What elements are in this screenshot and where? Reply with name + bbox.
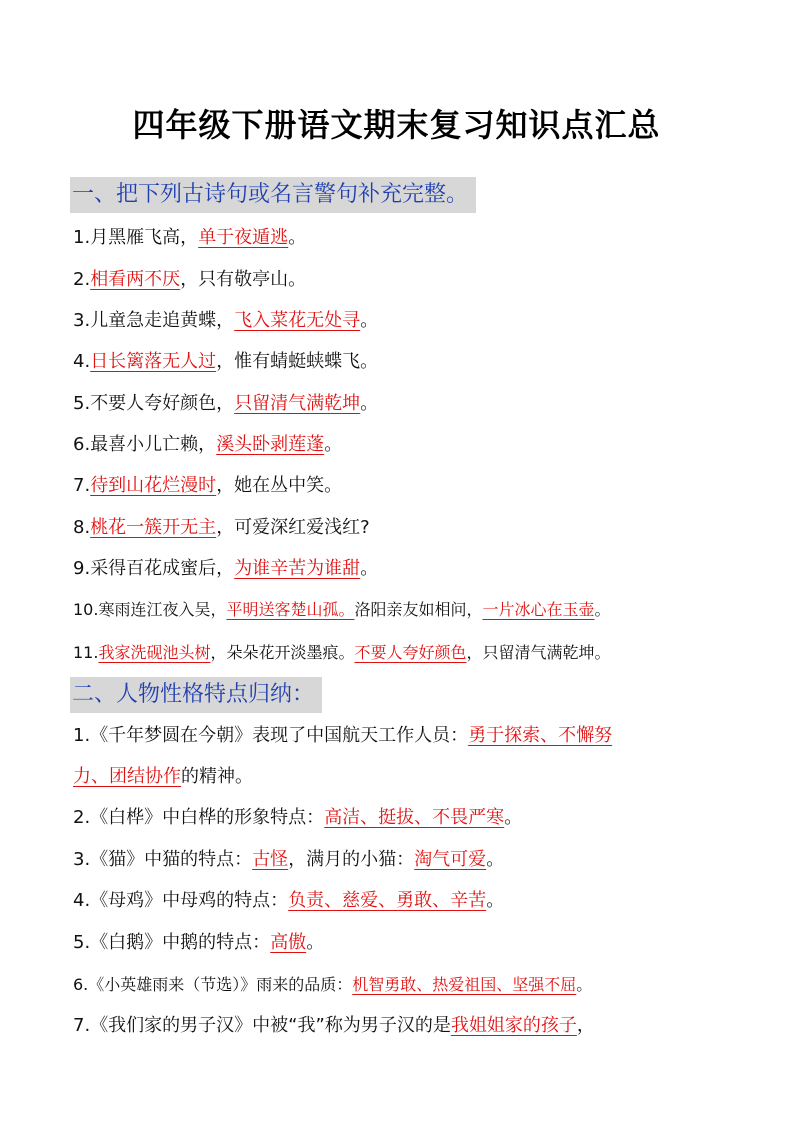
item-line — [73, 432, 342, 458]
section-heading-characters: 二、人物性格特点归纳： — [70, 677, 322, 713]
prompt-text: 。 — [504, 807, 523, 828]
item-number: 9. — [73, 558, 91, 579]
item-number: 4. — [73, 351, 91, 372]
answer-text: 为谁辛苦为谁甜 — [234, 558, 361, 579]
answer-text: 高傲 — [270, 932, 307, 953]
item-line — [73, 225, 306, 251]
answer-text: 我家洗砚池头树 — [98, 643, 211, 662]
item-line — [73, 847, 504, 873]
prompt-text: 最喜小儿亡赖， — [90, 434, 217, 455]
answer-text: 平明送客楚山孤。 — [226, 600, 355, 619]
item-line — [73, 308, 378, 334]
item-number: 7. — [73, 475, 91, 496]
prompt-text: 《猫》中猫的特点： — [90, 849, 253, 870]
answer-text: 古怪 — [252, 849, 289, 870]
answer-text: 淘气可爱 — [414, 849, 487, 870]
prompt-text: 《我们家的男子汉》中被“我”称为男子汉的是 — [90, 1015, 451, 1036]
prompt-text: 寒雨连江夜入吴， — [98, 600, 227, 619]
item-line — [73, 805, 522, 831]
item-number: 8. — [73, 517, 91, 538]
item-number: 6. — [73, 975, 89, 994]
prompt-text: 。 — [486, 849, 505, 870]
prompt-text: 。 — [594, 600, 611, 619]
answer-text: 相看两不厌 — [90, 269, 181, 290]
item-line — [73, 723, 612, 749]
prompt-text: 。 — [486, 890, 505, 911]
prompt-text: ，她在丛中笑。 — [216, 475, 343, 496]
prompt-text: ， — [576, 1015, 595, 1036]
item-line — [73, 888, 504, 914]
item-number: 5. — [73, 932, 91, 953]
prompt-text: 的精神。 — [181, 766, 253, 787]
answer-text: 高洁、挺拔、不畏严寒 — [324, 807, 505, 828]
prompt-text: 。 — [360, 558, 379, 579]
prompt-text: ，可爱深红爱浅红? — [216, 517, 370, 538]
prompt-text: 。 — [360, 310, 379, 331]
item-line — [73, 930, 324, 956]
answer-text: 不要人夸好颜色 — [354, 643, 467, 662]
prompt-text: ，朵朵花开淡墨痕。 — [210, 643, 355, 662]
answer-text: 一片冰心在玉壶 — [482, 600, 595, 619]
prompt-text: 不要人夸好颜色， — [90, 393, 235, 414]
prompt-text: 《小英雄雨来（节选）》雨来的品质： — [88, 975, 353, 994]
item-number: 1. — [73, 725, 91, 746]
item-number: 11. — [73, 643, 99, 662]
answer-text: 飞入菜花无处寻 — [234, 310, 361, 331]
page-title: 四年级下册语文期末复习知识点汇总 — [132, 106, 661, 144]
prompt-text: 儿童急走追黄蝶， — [90, 310, 235, 331]
prompt-text: 采得百花成蜜后， — [90, 558, 235, 579]
prompt-text: 《千年梦圆在今朝》表现了中国航天工作人员： — [90, 725, 469, 746]
answer-text: 负责、慈爱、勇敢、辛苦 — [288, 890, 487, 911]
answer-text: 单于夜遁逃 — [198, 227, 289, 248]
answer-text: 只留清气满乾坤 — [234, 393, 361, 414]
item-line — [73, 473, 342, 499]
item-line — [73, 349, 378, 375]
prompt-text: 月黑雁飞高， — [90, 227, 199, 248]
prompt-text: 《白鹅》中鹅的特点： — [90, 932, 271, 953]
answer-text: 日长篱落无人过 — [90, 351, 217, 372]
prompt-text: ，只留清气满乾坤。 — [466, 643, 611, 662]
answer-text: 待到山花烂漫时 — [90, 475, 217, 496]
answer-text: 桃花一簇开无主 — [90, 517, 217, 538]
item-number: 2. — [73, 269, 91, 290]
item-line — [73, 972, 592, 998]
item-number: 3. — [73, 849, 91, 870]
answer-text: 力、团结协作 — [73, 766, 181, 787]
answer-text: 我姐姐家的孩子 — [450, 1015, 577, 1036]
item-line — [73, 515, 370, 541]
item-line — [73, 1013, 595, 1039]
item-line — [73, 764, 253, 790]
item-line — [73, 267, 306, 293]
prompt-text: 。 — [576, 975, 593, 994]
prompt-text: 《母鸡》中母鸡的特点： — [90, 890, 289, 911]
item-number: 3. — [73, 310, 91, 331]
answer-text: 勇于探索、不懈努 — [468, 725, 613, 746]
item-line — [73, 391, 378, 417]
prompt-text: ，惟有蜻蜓蛱蝶飞。 — [216, 351, 379, 372]
prompt-text: 《白桦》中白桦的形象特点： — [90, 807, 325, 828]
answer-text: 机智勇敢、热爱祖国、坚强不屈 — [352, 975, 577, 994]
prompt-text: ，满月的小猫： — [288, 849, 415, 870]
item-line — [73, 597, 611, 623]
item-line — [73, 640, 611, 666]
prompt-text: 。 — [360, 393, 379, 414]
prompt-text: 。 — [306, 932, 325, 953]
answer-text: 溪头卧剥莲蓬 — [216, 434, 325, 455]
item-number: 5. — [73, 393, 91, 414]
section-heading-poems: 一、把下列古诗句或名言警句补充完整。 — [70, 177, 476, 213]
prompt-text: 。 — [288, 227, 307, 248]
prompt-text: 。 — [324, 434, 343, 455]
prompt-text: 洛阳亲友如相问， — [354, 600, 483, 619]
item-number: 10. — [73, 600, 99, 619]
item-number: 7. — [73, 1015, 91, 1036]
item-number: 1. — [73, 227, 91, 248]
item-number: 2. — [73, 807, 91, 828]
item-number: 6. — [73, 434, 91, 455]
prompt-text: ，只有敬亭山。 — [180, 269, 307, 290]
item-line — [73, 556, 378, 582]
item-number: 4. — [73, 890, 91, 911]
